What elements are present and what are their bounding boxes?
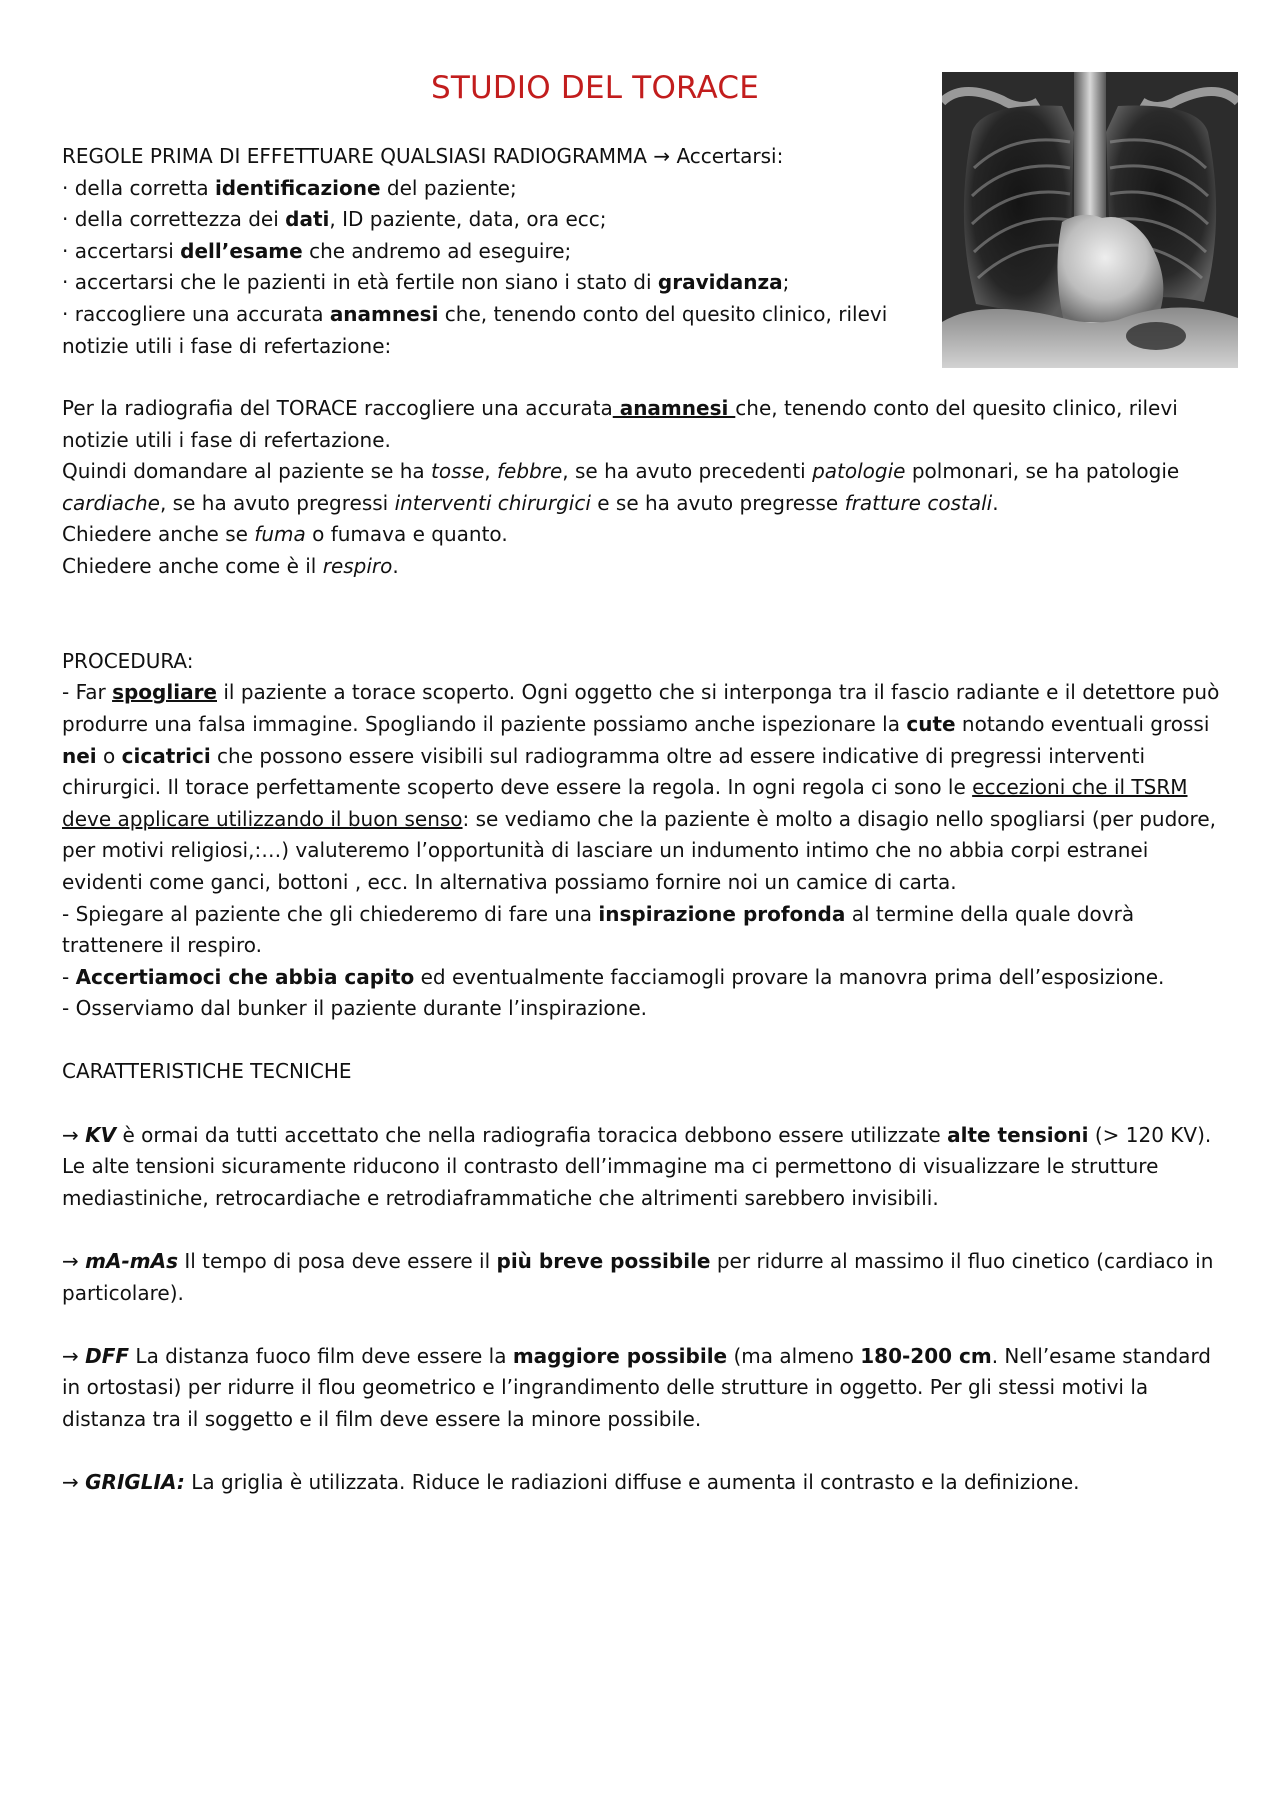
regole-item: · della correttezza dei dati, ID paziente, data, ora ecc; xyxy=(62,207,607,232)
tecniche-mamas-paragraph: → mA-mAs Il tempo di posa deve essere il più breve possibile per ridurre al massimo il fluo cinetico (cardiaco in particolare). xyxy=(62,1249,1214,1305)
torace-fumo-line: Chiedere anche se fuma o fumava e quanto. xyxy=(62,522,508,547)
tecniche-griglia-paragraph: → GRIGLIA: La griglia è utilizzata. Riduce le radiazioni diffuse e aumenta il contrasto e la definizione. xyxy=(62,1470,1080,1495)
regole-item: · raccogliere una accurata anamnesi che, tenendo conto del quesito clinico, rilevi notizie utili i fase di refertazione: xyxy=(62,301,888,358)
regole-section xyxy=(62,141,922,362)
procedura-capito-line: - Accertiamoci che abbia capito ed eventualmente facciamogli provare la manovra prima dell’esposizione. xyxy=(62,964,1165,989)
chest-xray-image xyxy=(942,72,1238,368)
arrow-icon: → xyxy=(62,1470,86,1495)
procedura-spogliare-paragraph: - Far spogliare il paziente a torace scoperto. Ogni oggetto che si interponga tra il fascio radiante e il detettore può produrre una falsa immagine. Spogliando il paziente possiamo anche ispezionare la cute notando eventuali grossi nei o cicatrici che possono essere visibili sul radiogramma oltre ad essere indicative di pregressi interventi chirurgici. Il torace perfettamente scoperto deve essere la regola. In ogni regola ci sono le eccezioni che il TSRM deve applicare utilizzando il buon senso: se vediamo che la paziente è molto a disagio nello spogliarsi (per pudore, per motivi religiosi,:…) valuteremo l’opportunità di lasciare un indumento intimo che no abbia corpi estranei evidenti come ganci, bottoni , ecc. In alternativa possiamo fornire noi un camice di carta. xyxy=(62,680,1220,894)
procedura-bunker-line: - Osserviamo dal bunker il paziente durante l’inspirazione. xyxy=(62,996,647,1021)
arrow-icon: → xyxy=(62,1249,86,1274)
regole-item: · della corretta identificazione del paziente; xyxy=(62,175,517,200)
tecniche-dff-paragraph: → DFF La distanza fuoco film deve essere la maggiore possibile (ma almeno 180-200 cm. Nell’esame standard in ortostasi) per ridurre il flou geometrico e l’ingrandimento delle strutture in oggetto. Per gli stessi motivi la distanza tra il soggetto e il film deve essere la minore possibile. xyxy=(62,1343,1212,1431)
regole-heading: REGOLE PRIMA DI EFFETTUARE QUALSIASI RADIOGRAMMA → Accertarsi: xyxy=(62,144,784,168)
chest-xray-icon xyxy=(942,72,1238,368)
regole-item: · accertarsi dell’esame che andremo ad eseguire; xyxy=(62,238,572,263)
main-text xyxy=(62,393,1232,1499)
torace-respiro-line: Chiedere anche come è il respiro. xyxy=(62,553,399,578)
tecniche-heading: CARATTERISTICHE TECNICHE xyxy=(62,1059,352,1084)
procedura-heading: PROCEDURA: xyxy=(62,648,194,673)
procedura-inspirazione-paragraph: - Spiegare al paziente che gli chiederemo di fare una inspirazione profonda al termine della quale dovrà trattenere il respiro. xyxy=(62,901,1135,958)
torace-domande-paragraph: Quindi domandare al paziente se ha tosse, febbre, se ha avuto precedenti patologie polmonari, se ha patologie cardiache, se ha avuto pregressi interventi chirurgici e se ha avuto pregresse fratture costali. xyxy=(62,459,1180,515)
arrow-icon: → xyxy=(62,1343,86,1368)
page-title: STUDIO DEL TORACE xyxy=(430,70,760,106)
arrow-icon: → xyxy=(62,1122,86,1147)
torace-anamnesi-paragraph: Per la radiografia del TORACE raccogliere una accurata anamnesi che, tenendo conto del quesito clinico, rilevi notizie utili i fase di refertazione. xyxy=(62,396,1178,452)
tecniche-kv-paragraph: → KV è ormai da tutti accettato che nella radiografia toracica debbono essere utilizzate alte tensioni (> 120 KV). Le alte tensioni sicuramente riducono il contrasto dell’immagine ma ci permettono di visualizzare le strutture mediastiniche, retrocardiache e retrodiaframmatiche che altrimenti sarebbero invisibili. xyxy=(62,1122,1212,1210)
regole-item: · accertarsi che le pazienti in età fertile non siano i stato di gravidanza; xyxy=(62,270,790,295)
